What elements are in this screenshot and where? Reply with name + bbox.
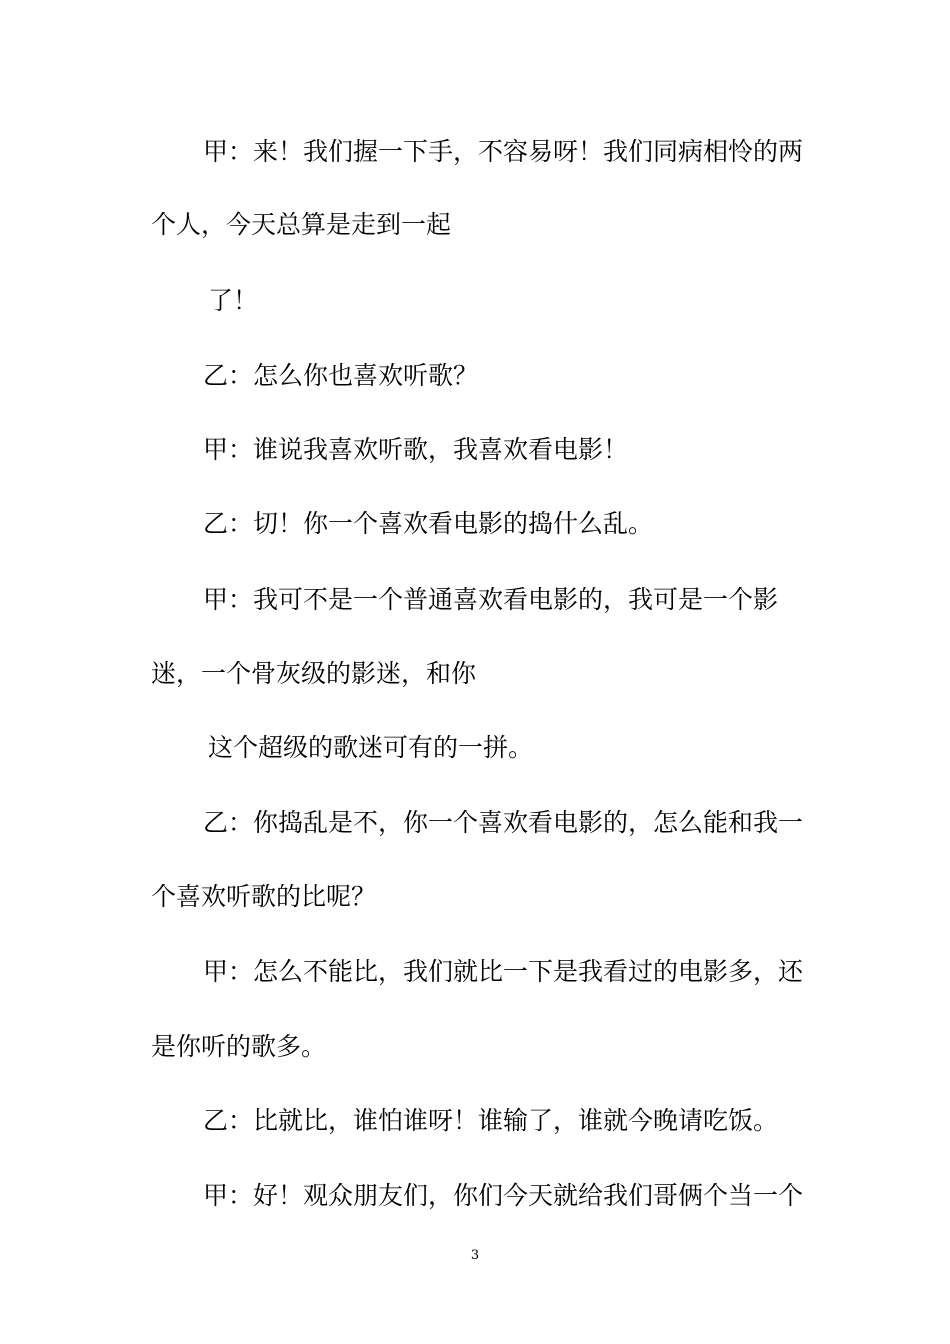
text-line: 迷，一个骨灰级的影迷，和你 (151, 659, 477, 688)
text-line: 乙：你捣乱是不，你一个喜欢看电影的，怎么能和我一 (203, 808, 804, 837)
text-line: 个喜欢听歌的比呢？ (151, 882, 377, 911)
text-line: 这个超级的歌迷可有的一拼。 (208, 733, 534, 762)
text-line: 甲：怎么不能比，我们就比一下是我看过的电影多，还 (203, 957, 804, 986)
text-line: 乙：切！你一个喜欢看电影的捣什么乱。 (203, 509, 654, 538)
text-line: 甲：来！我们握一下手，不容易呀！我们同病相怜的两 (203, 137, 804, 166)
page-number: 3 (470, 1248, 480, 1263)
text-line: 甲：好！观众朋友们，你们今天就给我们哥俩个当一个 (203, 1181, 804, 1210)
text-line: 个人，今天总算是走到一起 (151, 210, 452, 239)
text-line: 是你听的歌多。 (151, 1032, 327, 1061)
text-line: 乙：比就比，谁怕谁呀！谁输了，谁就今晚请吃饭。 (203, 1106, 779, 1135)
text-line: 甲：我可不是一个普通喜欢看电影的，我可是一个影 (203, 585, 779, 614)
text-line: 乙：怎么你也喜欢听歌？ (203, 361, 479, 390)
text-line: 甲：谁说我喜欢听歌，我喜欢看电影！ (203, 435, 629, 464)
text-line: 了！ (208, 286, 259, 315)
